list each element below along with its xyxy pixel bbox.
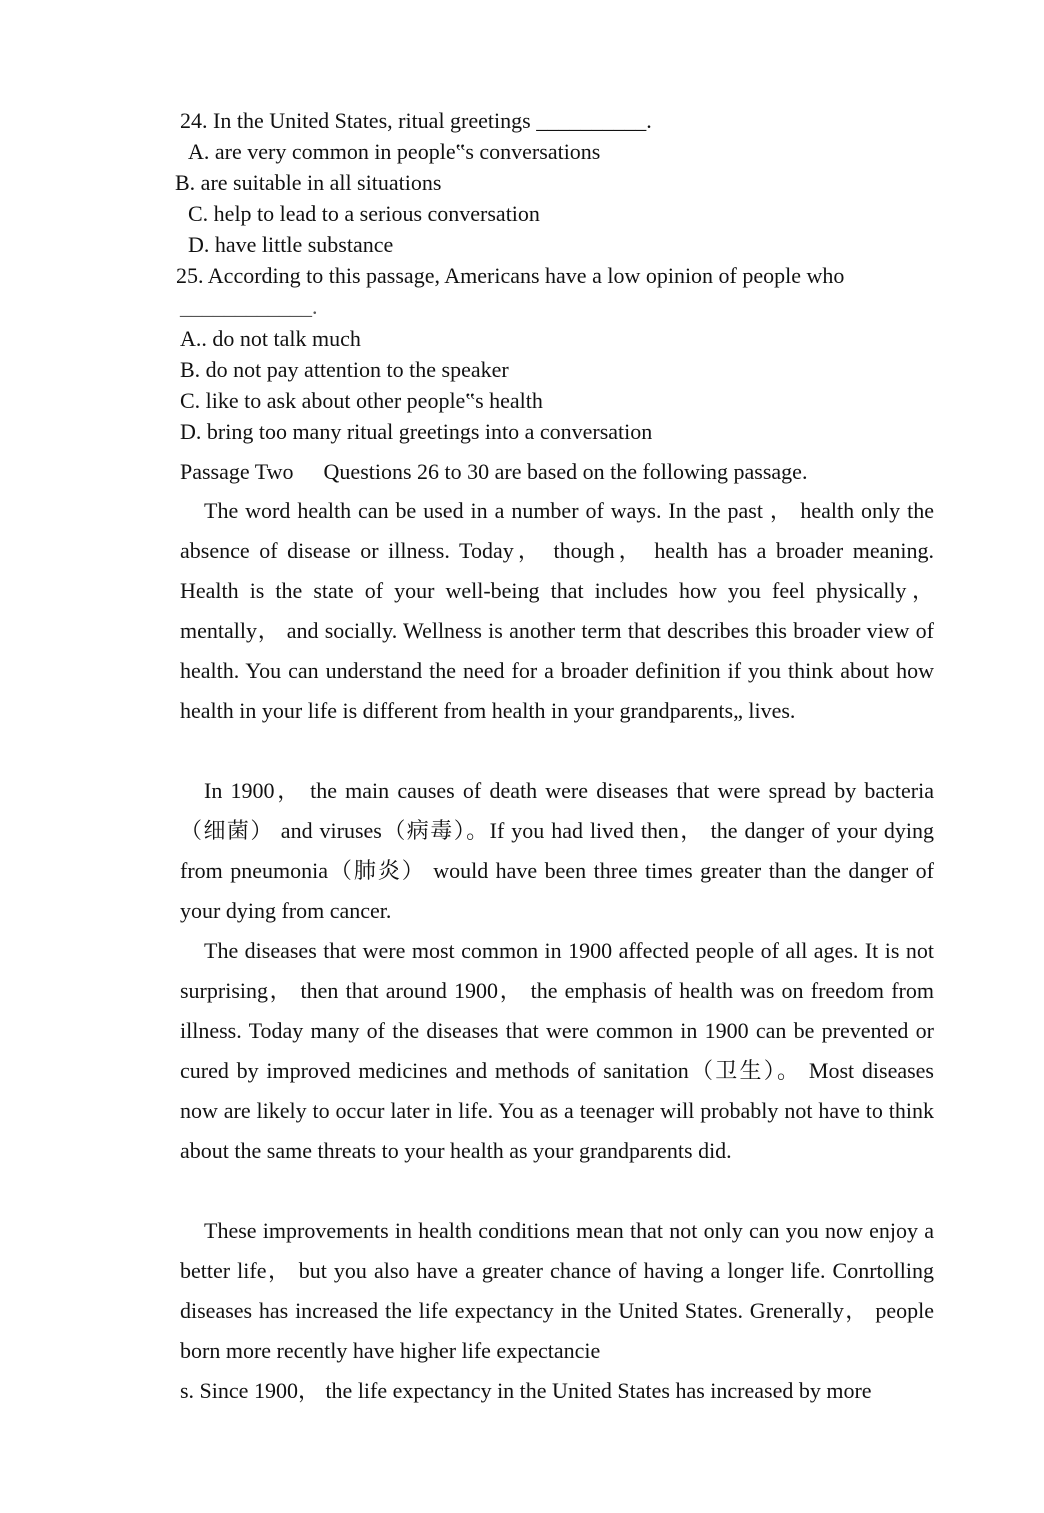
passage-paragraph-1: The word health can be used in a number of ways. In the past ， health only the absence of disease or illness. Today， though， health has a broader meaning. Health is the state of your well-being that includes how you feel physically， mentally， and socially. Wellness is another term that describes this broader view of health. You can understand the need for a broader definition if you think about how health in your life is different from health in your grandparents„ lives. xyxy=(180,498,934,723)
passage-instruction: Questions 26 to 30 are based on the following passage. xyxy=(323,459,808,484)
question-24-stem: 24. In the United States, ritual greetings __________. xyxy=(180,108,652,133)
passage-label: Passage Two xyxy=(180,459,294,484)
question-24-option-d: D. have little substance xyxy=(188,232,394,257)
question-25-option-d: D. bring too many ritual greetings into a conversation xyxy=(180,419,653,444)
question-25-option-c: C. like to ask about other people‟s health xyxy=(180,388,543,413)
passage-paragraph-2: In 1900， the main causes of death were diseases that were spread by bacteria（细菌） and viruses（病毒）。If you had lived then， the danger of your dying from pneumonia（肺炎） would have been three times greater than the danger of your dying from cancer. xyxy=(180,778,934,923)
question-24-option-c: C. help to lead to a serious conversation xyxy=(188,201,540,226)
passage-last-line: s. Since 1900， the life expectancy in the United States has increased by more xyxy=(180,1378,872,1403)
question-25-blank: ____________. xyxy=(180,294,318,319)
question-24-option-a: A. are very common in people‟s conversations xyxy=(188,139,601,164)
passage-header xyxy=(180,458,807,486)
passage-paragraph-3: The diseases that were most common in 1900 affected people of all ages. It is not surprising， then that around 1900， the emphasis of health was on freedom from illness. Today many of the diseases that were common in 1900 can be prevented or cured by improved medicines and methods of sanitation（卫生）。 Most diseases now are likely to occur later in life. You as a teenager will probably not have to think about the same threats to your health as your grandparents did. xyxy=(180,938,934,1163)
passage-paragraph-4: These improvements in health conditions mean that not only can you now enjoy a better life， but you also have a greater chance of having a longer life. Conrtolling diseases has increased the life expectancy in the United States. Grenerally， people born more recently have higher life expectancie xyxy=(180,1218,934,1363)
question-24-option-b: B. are suitable in all situations xyxy=(175,170,442,195)
question-25-option-b: B. do not pay attention to the speaker xyxy=(180,357,509,382)
question-25-option-a: A.. do not talk much xyxy=(180,326,361,351)
question-25-stem: 25. According to this passage, Americans have a low opinion of people who xyxy=(176,263,845,288)
